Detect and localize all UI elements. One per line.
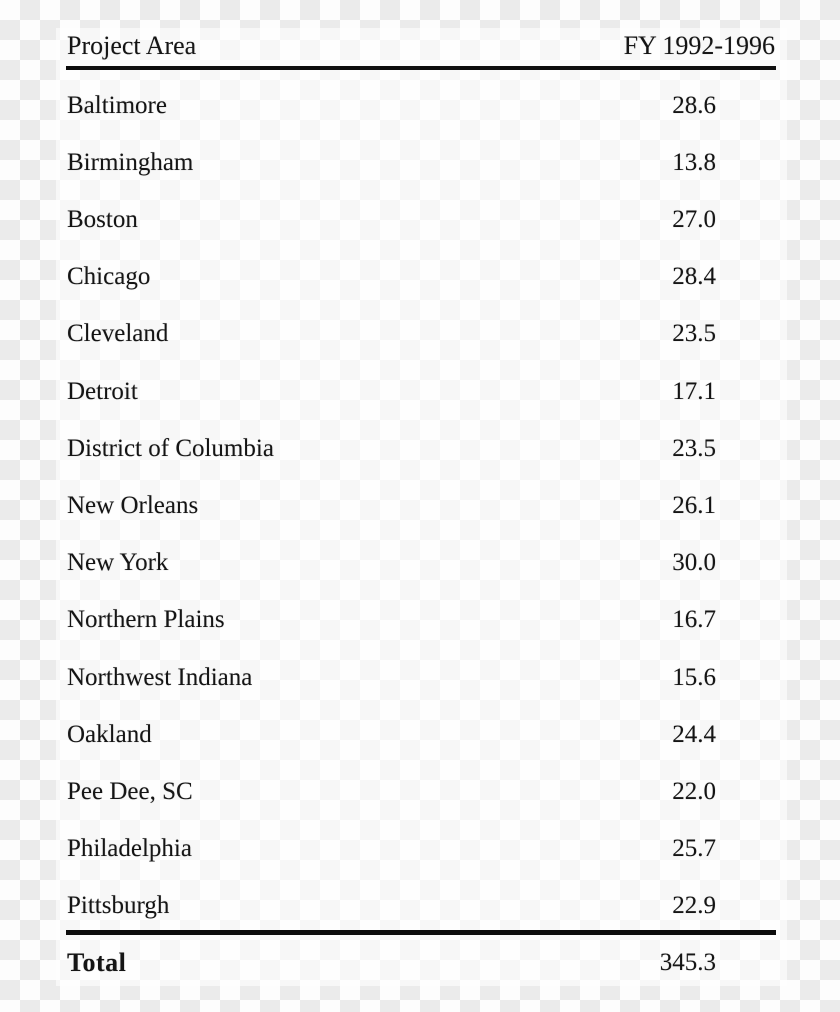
table-row	[67, 763, 775, 820]
table-row	[67, 134, 775, 191]
table-row	[67, 649, 775, 706]
row-area: Baltimore	[67, 91, 167, 119]
table-row	[67, 477, 775, 534]
table-row	[67, 191, 775, 248]
row-area: Oakland	[67, 720, 152, 748]
total-rule	[66, 930, 776, 935]
table-header-row	[67, 26, 775, 66]
row-value: 30.0	[672, 549, 716, 577]
table-row	[67, 77, 775, 134]
row-value: 15.6	[672, 663, 716, 691]
row-value: 22.0	[672, 778, 716, 806]
table-row	[67, 878, 775, 935]
table-row	[67, 592, 775, 649]
table-row	[67, 420, 775, 477]
table-row	[67, 706, 775, 763]
row-value: 25.7	[672, 835, 716, 863]
row-value: 16.7	[672, 606, 716, 634]
row-value: 28.4	[672, 263, 716, 291]
table-row	[67, 535, 775, 592]
row-value: 23.5	[672, 434, 716, 462]
row-area: Philadelphia	[67, 835, 192, 863]
row-value: 23.5	[672, 320, 716, 348]
row-value: 17.1	[672, 377, 716, 405]
header-fy-1992-1996: FY 1992-1996	[623, 31, 775, 60]
table-row	[67, 306, 775, 363]
row-area: Detroit	[67, 377, 138, 405]
total-label: Total	[67, 948, 127, 977]
row-area: Chicago	[67, 263, 151, 291]
total-value: 345.3	[659, 949, 716, 976]
total-row	[67, 941, 775, 985]
header-project-area: Project Area	[67, 31, 197, 60]
table-body	[67, 77, 775, 935]
row-area: New York	[67, 549, 169, 577]
table-row	[67, 363, 775, 420]
row-area: Northern Plains	[67, 606, 225, 634]
row-value: 26.1	[672, 492, 716, 520]
row-area: Pee Dee, SC	[67, 778, 193, 806]
row-value: 22.9	[672, 892, 716, 920]
row-area: New Orleans	[67, 492, 199, 520]
row-area: Pittsburgh	[67, 892, 170, 920]
row-value: 27.0	[672, 206, 716, 233]
table-row	[67, 249, 775, 306]
table-row	[67, 821, 775, 878]
row-value: 28.6	[672, 91, 716, 119]
row-area: Birmingham	[67, 148, 194, 176]
row-area: District of Columbia	[67, 434, 274, 462]
row-value: 13.8	[672, 148, 716, 176]
row-area: Cleveland	[67, 320, 169, 348]
row-area: Northwest Indiana	[67, 663, 253, 691]
row-value: 24.4	[672, 720, 716, 748]
header-rule	[66, 66, 776, 70]
row-area: Boston	[67, 206, 138, 233]
